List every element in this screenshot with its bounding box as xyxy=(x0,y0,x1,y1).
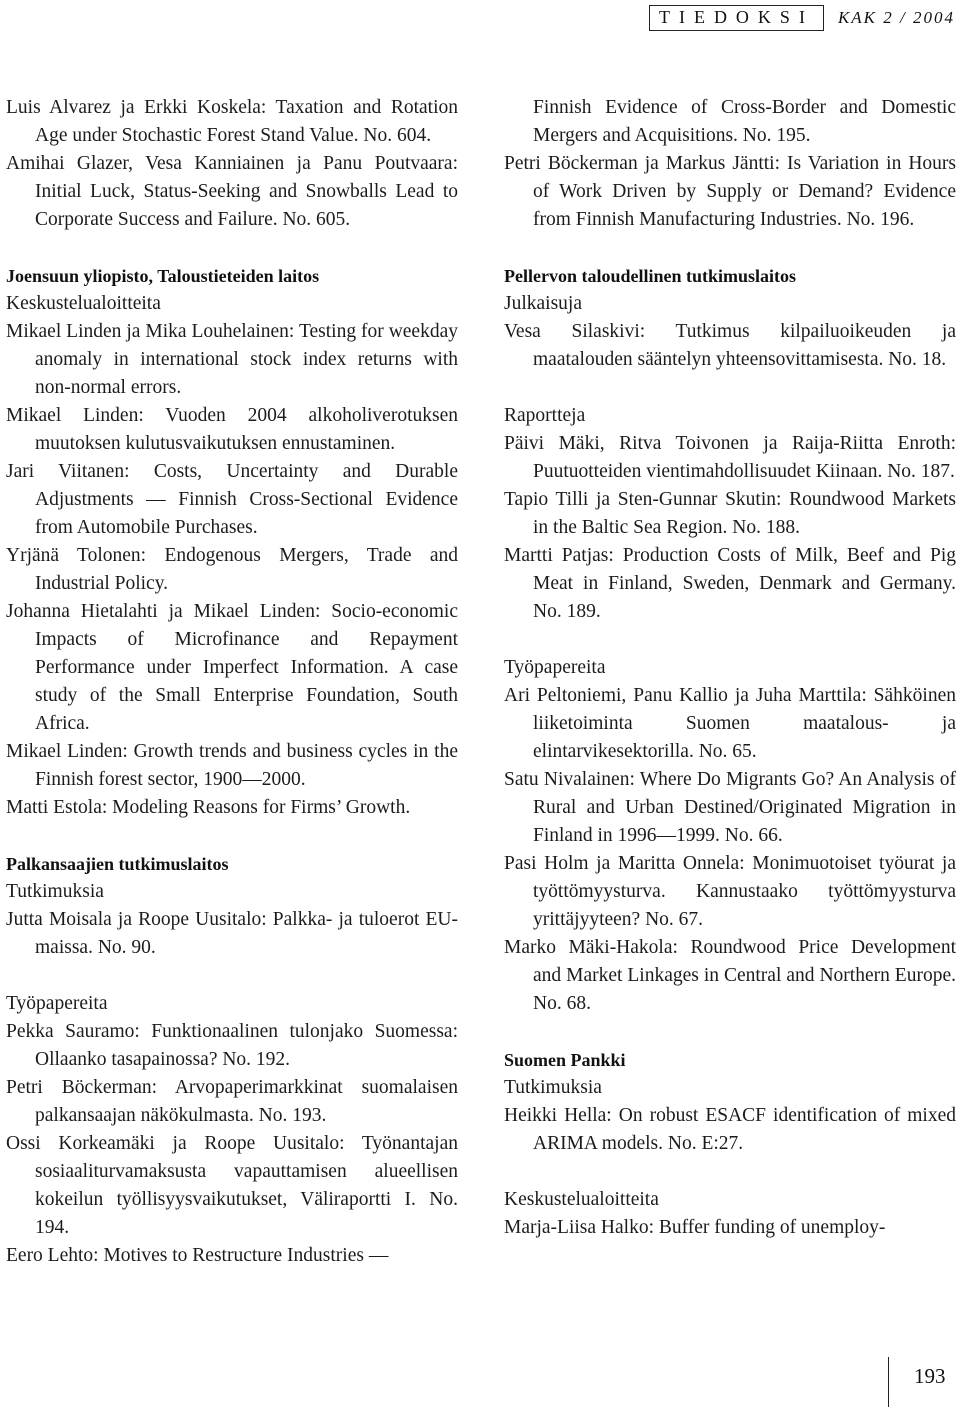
page-number-rule xyxy=(888,1357,889,1407)
publication-entry-continued: Finnish Evidence of Cross-Border and Domestic Mergers and Acquisitions. No. 195. xyxy=(533,97,956,146)
subsection-title: Tutkimuksia xyxy=(6,881,104,902)
publication-entry: Petri Böckerman ja Markus Jäntti: Is Variation in Hours of Work Driven by Supply or Demand? Evidence from Finnish Manufacturing Industries. No. 196. xyxy=(504,153,956,230)
publication-entry: Petri Böckerman: Arvopaperimarkkinat suomalaisen palkansaajan näkökulmasta. No. 193. xyxy=(6,1077,458,1126)
publication-entry: Pekka Sauramo: Funktionaalinen tulonjako Suomessa: Ollaanko tasapainossa? No. 192. xyxy=(6,1021,458,1070)
publication-entry: Päivi Mäki, Ritva Toivonen ja Raija-Riitta Enroth: Puutuotteiden vientimahdollisuudet Kiinaan. No. 187. xyxy=(504,433,956,482)
subsection-title: Työpapereita xyxy=(504,657,606,678)
publication-entry: Johanna Hietalahti ja Mikael Linden: Socio-economic Impacts of Microfinance and Repayment Performance under Imperfect Information. A case study of the Small Enterprise Foundation, South Africa. xyxy=(6,601,458,734)
section-title: Palkansaajien tutkimuslaitos xyxy=(6,854,229,874)
subsection-title: Raportteja xyxy=(504,405,586,426)
subsection-title: Julkaisuja xyxy=(504,293,582,314)
publication-entry: Luis Alvarez ja Erkki Koskela: Taxation and Rotation Age under Stochastic Forest Stand Value. No. 604. xyxy=(6,97,458,146)
page-number: 193 xyxy=(914,1364,946,1388)
publication-entry: Pasi Holm ja Maritta Onnela: Monimuotoiset työurat ja työttömyysturva. Kannustaako työttömyysturva yrittäjyyteen? No. 67. xyxy=(504,853,956,930)
publication-entry: Marko Mäki-Hakola: Roundwood Price Development and Market Linkages in Central and Northern Europe. No. 68. xyxy=(504,937,956,1014)
section-palkansaajien xyxy=(6,850,458,1270)
publication-entry: Jutta Moisala ja Roope Uusitalo: Palkka- ja tuloerot EU-maissa. No. 90. xyxy=(6,909,458,958)
left-top-entries xyxy=(6,94,458,234)
section-suomen-pankki xyxy=(504,1046,956,1242)
publication-entry: Ossi Korkeamäki ja Roope Uusitalo: Työnantajan sosiaaliturvamaksusta vapauttamisen alueellisen kokeilun työllisyysvaikutukset, Väliraportti I. No. 194. xyxy=(6,1133,458,1238)
publication-entry: Vesa Silaskivi: Tutkimus kilpailuoikeuden ja maatalouden sääntelyn yhteensovittamisesta. No. 18. xyxy=(504,321,956,370)
publication-entry: Satu Nivalainen: Where Do Migrants Go? An Analysis of Rural and Urban Destined/Originated Migration in Finland in 1996—1999. No. 66. xyxy=(504,769,956,846)
section-joensuu xyxy=(6,262,458,822)
running-header xyxy=(649,5,955,31)
right-column xyxy=(504,94,956,1242)
publication-entry: Mikael Linden ja Mika Louhelainen: Testing for weekday anomaly in international stock index returns with non-normal errors. xyxy=(6,321,458,398)
publication-entry: Mikael Linden: Growth trends and business cycles in the Finnish forest sector, 1900—2000. xyxy=(6,741,458,790)
publication-entry: Tapio Tilli ja Sten-Gunnar Skutin: Roundwood Markets in the Baltic Sea Region. No. 188. xyxy=(504,489,956,538)
section-title: Pellervon taloudellinen tutkimuslaitos xyxy=(504,266,797,286)
publication-entry: Heikki Hella: On robust ESACF identification of mixed ARIMA models. No. E:27. xyxy=(504,1105,956,1154)
issue-label: KAK 2 / 2004 xyxy=(837,8,955,27)
section-title: Joensuun yliopisto, Taloustieteiden laitos xyxy=(6,266,320,286)
publication-entry: Yrjänä Tolonen: Endogenous Mergers, Trade and Industrial Policy. xyxy=(6,545,458,594)
subsection-title: Keskustelualoitteita xyxy=(6,293,161,314)
journal-section-label: TIEDOKSI xyxy=(649,5,824,31)
left-column xyxy=(6,94,458,1270)
section-pellervo xyxy=(504,262,956,1018)
publication-entry: Eero Lehto: Motives to Restructure Industries — xyxy=(6,1245,389,1266)
right-top-entries xyxy=(504,94,956,234)
subsection-title: Työpapereita xyxy=(6,993,108,1014)
publication-entry: Amihai Glazer, Vesa Kanniainen ja Panu Poutvaara: Initial Luck, Status-Seeking and Snowballs Lead to Corporate Success and Failure. No. 605. xyxy=(6,153,458,230)
publication-entry: Ari Peltoniemi, Panu Kallio ja Juha Marttila: Sähköinen liiketoiminta Suomen maatalous- ja elintarvikesektorilla. No. 65. xyxy=(504,685,956,762)
subsection-title: Tutkimuksia xyxy=(504,1077,602,1098)
publication-entry: Marja-Liisa Halko: Buffer funding of unemploy- xyxy=(504,1217,886,1238)
publication-entry: Martti Patjas: Production Costs of Milk, Beef and Pig Meat in Finland, Sweden, Denmark and Germany. No. 189. xyxy=(504,545,956,622)
subsection-title: Keskustelualoitteita xyxy=(504,1189,659,1210)
publication-entry: Matti Estola: Modeling Reasons for Firms’ Growth. xyxy=(6,797,411,818)
section-title: Suomen Pankki xyxy=(504,1050,626,1070)
publication-entry: Mikael Linden: Vuoden 2004 alkoholiverotuksen muutoksen kulutusvaikutuksen ennustaminen. xyxy=(6,405,458,454)
publication-entry: Jari Viitanen: Costs, Uncertainty and Durable Adjustments — Finnish Cross-Sectional Evidence from Automobile Purchases. xyxy=(6,461,458,538)
